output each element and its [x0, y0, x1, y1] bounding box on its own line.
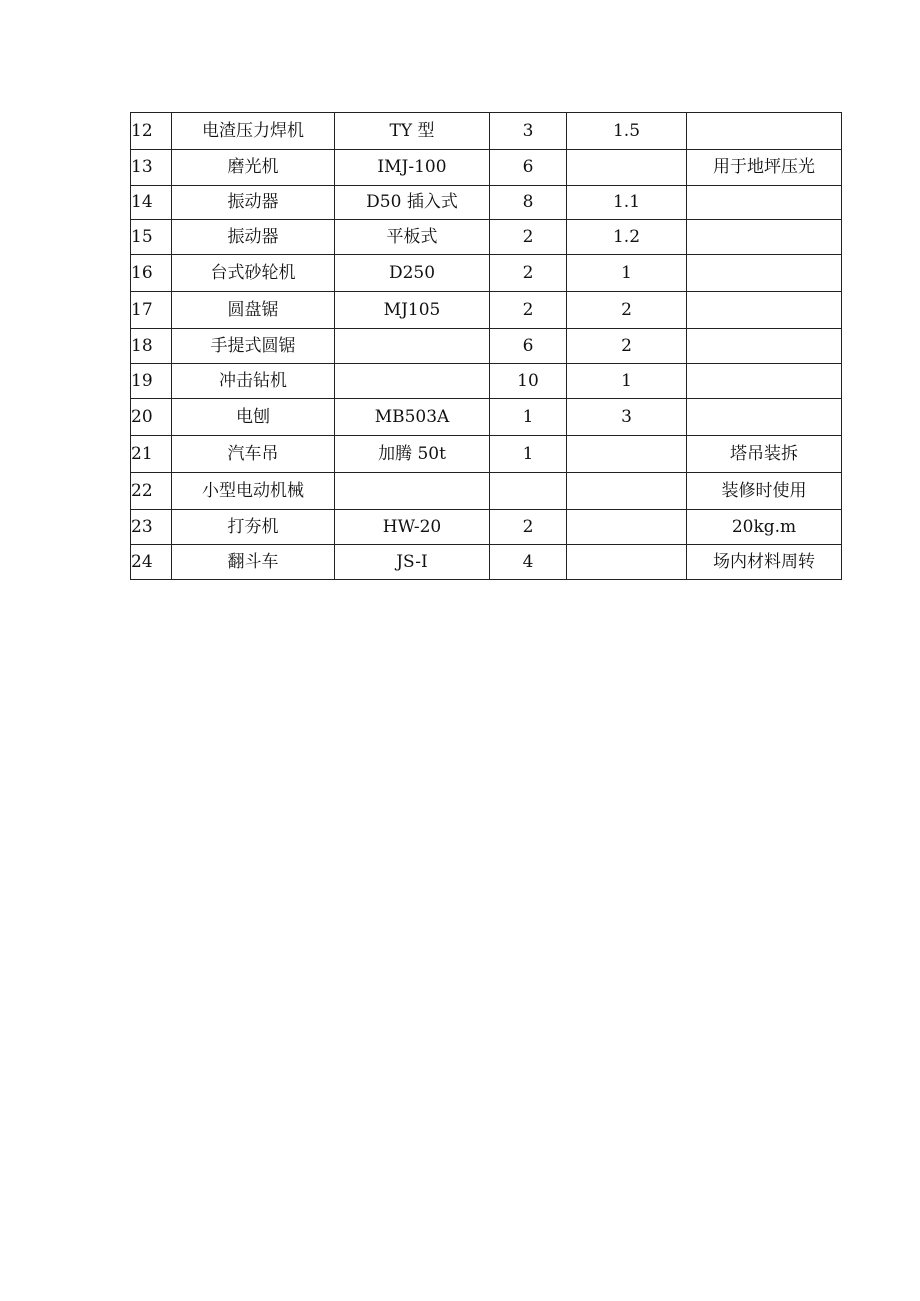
row-number-cell: [131, 510, 172, 545]
equipment-quantity: 1: [522, 443, 534, 464]
equipment-quantity: 3: [522, 120, 534, 141]
row-number: 12: [131, 120, 153, 141]
equipment-power-cell: [567, 545, 687, 580]
equipment-quantity-cell: [490, 510, 567, 545]
equipment-power: 1: [621, 370, 632, 391]
row-number-cell: [131, 292, 172, 329]
equipment-name-cell: [172, 113, 335, 150]
equipment-name-cell: [172, 473, 335, 510]
equipment-model-cell: [335, 150, 490, 186]
equipment-name-cell: [172, 364, 335, 399]
equipment-power: 1.2: [612, 226, 641, 247]
equipment-power-cell: [567, 292, 687, 329]
equipment-quantity-cell: [490, 255, 567, 292]
equipment-model-cell: [335, 436, 490, 473]
equipment-name-cell: [172, 510, 335, 545]
table-row: [131, 220, 842, 255]
row-number-cell: [131, 399, 172, 436]
equipment-note-cell: [687, 186, 842, 220]
equipment-model: HW-20: [382, 516, 442, 537]
table-row: [131, 292, 842, 329]
equipment-power-cell: [567, 255, 687, 292]
equipment-table-body: [131, 113, 842, 580]
equipment-power-cell: [567, 113, 687, 150]
row-number: 23: [131, 516, 153, 537]
equipment-quantity-cell: [490, 436, 567, 473]
equipment-note-cell: [687, 220, 842, 255]
row-number: 24: [131, 551, 153, 572]
equipment-power-cell: [567, 329, 687, 364]
equipment-name: 振动器: [227, 192, 279, 212]
row-number: 21: [131, 443, 153, 464]
row-number: 16: [131, 262, 153, 283]
equipment-quantity-cell: [490, 545, 567, 580]
equipment-name: 手提式圆锯: [210, 335, 296, 356]
row-number: 22: [131, 480, 153, 501]
equipment-name-cell: [172, 220, 335, 255]
equipment-model-cell: [335, 510, 490, 545]
equipment-model: MB503A: [374, 406, 450, 427]
row-number: 19: [131, 370, 153, 391]
row-number: 20: [131, 406, 153, 427]
equipment-name: 冲击钻机: [219, 370, 287, 391]
row-number-cell: [131, 329, 172, 364]
table-row: [131, 329, 842, 364]
equipment-model: 加腾 50t: [378, 443, 446, 464]
row-number: 18: [131, 335, 153, 356]
equipment-quantity: 10: [517, 370, 539, 391]
equipment-power-cell: [567, 510, 687, 545]
equipment-note: 用于地坪压光: [713, 157, 815, 177]
row-number-cell: [131, 364, 172, 399]
equipment-name: 小型电动机械: [202, 480, 304, 501]
equipment-quantity: 2: [522, 516, 534, 537]
equipment-model-cell: [335, 220, 490, 255]
equipment-model-cell: [335, 113, 490, 150]
equipment-quantity: 6: [522, 335, 534, 356]
equipment-note-cell: [687, 364, 842, 399]
equipment-note-cell: [687, 436, 842, 473]
row-number: 15: [131, 226, 153, 247]
equipment-note-cell: [687, 473, 842, 510]
equipment-note-cell: [687, 113, 842, 150]
table-row: [131, 436, 842, 473]
table-row: [131, 510, 842, 545]
equipment-note-cell: [687, 399, 842, 436]
equipment-quantity-cell: [490, 292, 567, 329]
equipment-power: 1.1: [612, 192, 641, 212]
equipment-name-cell: [172, 255, 335, 292]
equipment-power: 1.5: [612, 120, 641, 141]
equipment-quantity-cell: [490, 329, 567, 364]
equipment-quantity-cell: [490, 186, 567, 220]
row-number: 14: [131, 192, 153, 212]
equipment-name-cell: [172, 545, 335, 580]
row-number-cell: [131, 113, 172, 150]
equipment-note-cell: [687, 329, 842, 364]
equipment-name: 打夯机: [227, 516, 279, 537]
equipment-model-cell: [335, 329, 490, 364]
table-row: [131, 399, 842, 436]
equipment-note-cell: [687, 292, 842, 329]
equipment-name-cell: [172, 399, 335, 436]
equipment-quantity: 8: [522, 192, 534, 212]
equipment-power-cell: [567, 399, 687, 436]
row-number-cell: [131, 436, 172, 473]
table-row: [131, 364, 842, 399]
equipment-model: 平板式: [386, 226, 438, 247]
equipment-model: TY 型: [389, 120, 435, 141]
equipment-power-cell: [567, 150, 687, 186]
table-row: [131, 473, 842, 510]
equipment-note-cell: [687, 150, 842, 186]
equipment-note-cell: [687, 545, 842, 580]
table-row: [131, 186, 842, 220]
equipment-power: 3: [621, 406, 632, 427]
equipment-note-cell: [687, 510, 842, 545]
row-number-cell: [131, 150, 172, 186]
equipment-model-cell: [335, 473, 490, 510]
equipment-quantity-cell: [490, 113, 567, 150]
equipment-note: 塔吊装拆: [730, 443, 798, 464]
equipment-power-cell: [567, 186, 687, 220]
equipment-quantity-cell: [490, 150, 567, 186]
equipment-name: 圆盘锯: [227, 299, 279, 320]
equipment-name-cell: [172, 150, 335, 186]
equipment-quantity: 1: [522, 406, 534, 427]
equipment-name-cell: [172, 186, 335, 220]
equipment-quantity-cell: [490, 473, 567, 510]
row-number-cell: [131, 255, 172, 292]
equipment-name: 汽车吊: [227, 443, 279, 464]
equipment-power: 2: [621, 299, 632, 320]
equipment-note-cell: [687, 255, 842, 292]
equipment-name: 电渣压力焊机: [202, 120, 304, 141]
equipment-quantity: 6: [522, 157, 534, 177]
equipment-note: 场内材料周转: [713, 551, 815, 572]
row-number-cell: [131, 220, 172, 255]
equipment-note: 20kg.m: [731, 516, 797, 537]
equipment-model-cell: [335, 545, 490, 580]
equipment-power-cell: [567, 220, 687, 255]
equipment-quantity-cell: [490, 399, 567, 436]
equipment-model-cell: [335, 255, 490, 292]
row-number-cell: [131, 186, 172, 220]
equipment-quantity: 2: [522, 299, 534, 320]
equipment-model-cell: [335, 364, 490, 399]
equipment-name-cell: [172, 436, 335, 473]
equipment-model: D250: [388, 262, 436, 283]
equipment-name: 磨光机: [227, 157, 279, 177]
equipment-quantity: 4: [522, 551, 534, 572]
row-number: 17: [131, 299, 153, 320]
equipment-model: D50 插入式: [366, 192, 458, 212]
equipment-name: 电刨: [236, 406, 270, 427]
table-row: [131, 255, 842, 292]
equipment-power-cell: [567, 364, 687, 399]
equipment-name-cell: [172, 329, 335, 364]
equipment-model-cell: [335, 399, 490, 436]
equipment-power: 1: [621, 262, 632, 283]
equipment-model: JS-I: [396, 551, 428, 572]
equipment-model-cell: [335, 292, 490, 329]
equipment-model: IMJ-100: [377, 157, 447, 177]
equipment-table: [130, 112, 842, 580]
table-row: [131, 545, 842, 580]
equipment-model-cell: [335, 186, 490, 220]
row-number-cell: [131, 473, 172, 510]
equipment-model: MJ105: [383, 299, 441, 320]
equipment-name: 振动器: [227, 226, 279, 247]
equipment-quantity-cell: [490, 364, 567, 399]
equipment-name: 翻斗车: [227, 551, 279, 572]
equipment-power-cell: [567, 473, 687, 510]
equipment-name-cell: [172, 292, 335, 329]
table-row: [131, 150, 842, 186]
equipment-quantity: 2: [522, 262, 534, 283]
row-number: 13: [131, 157, 153, 177]
equipment-power: 2: [621, 335, 632, 356]
row-number-cell: [131, 545, 172, 580]
equipment-name: 台式砂轮机: [210, 262, 296, 283]
equipment-quantity-cell: [490, 220, 567, 255]
equipment-power-cell: [567, 436, 687, 473]
equipment-note: 装修时使用: [721, 480, 807, 501]
equipment-quantity: 2: [522, 226, 534, 247]
table-row: [131, 113, 842, 150]
